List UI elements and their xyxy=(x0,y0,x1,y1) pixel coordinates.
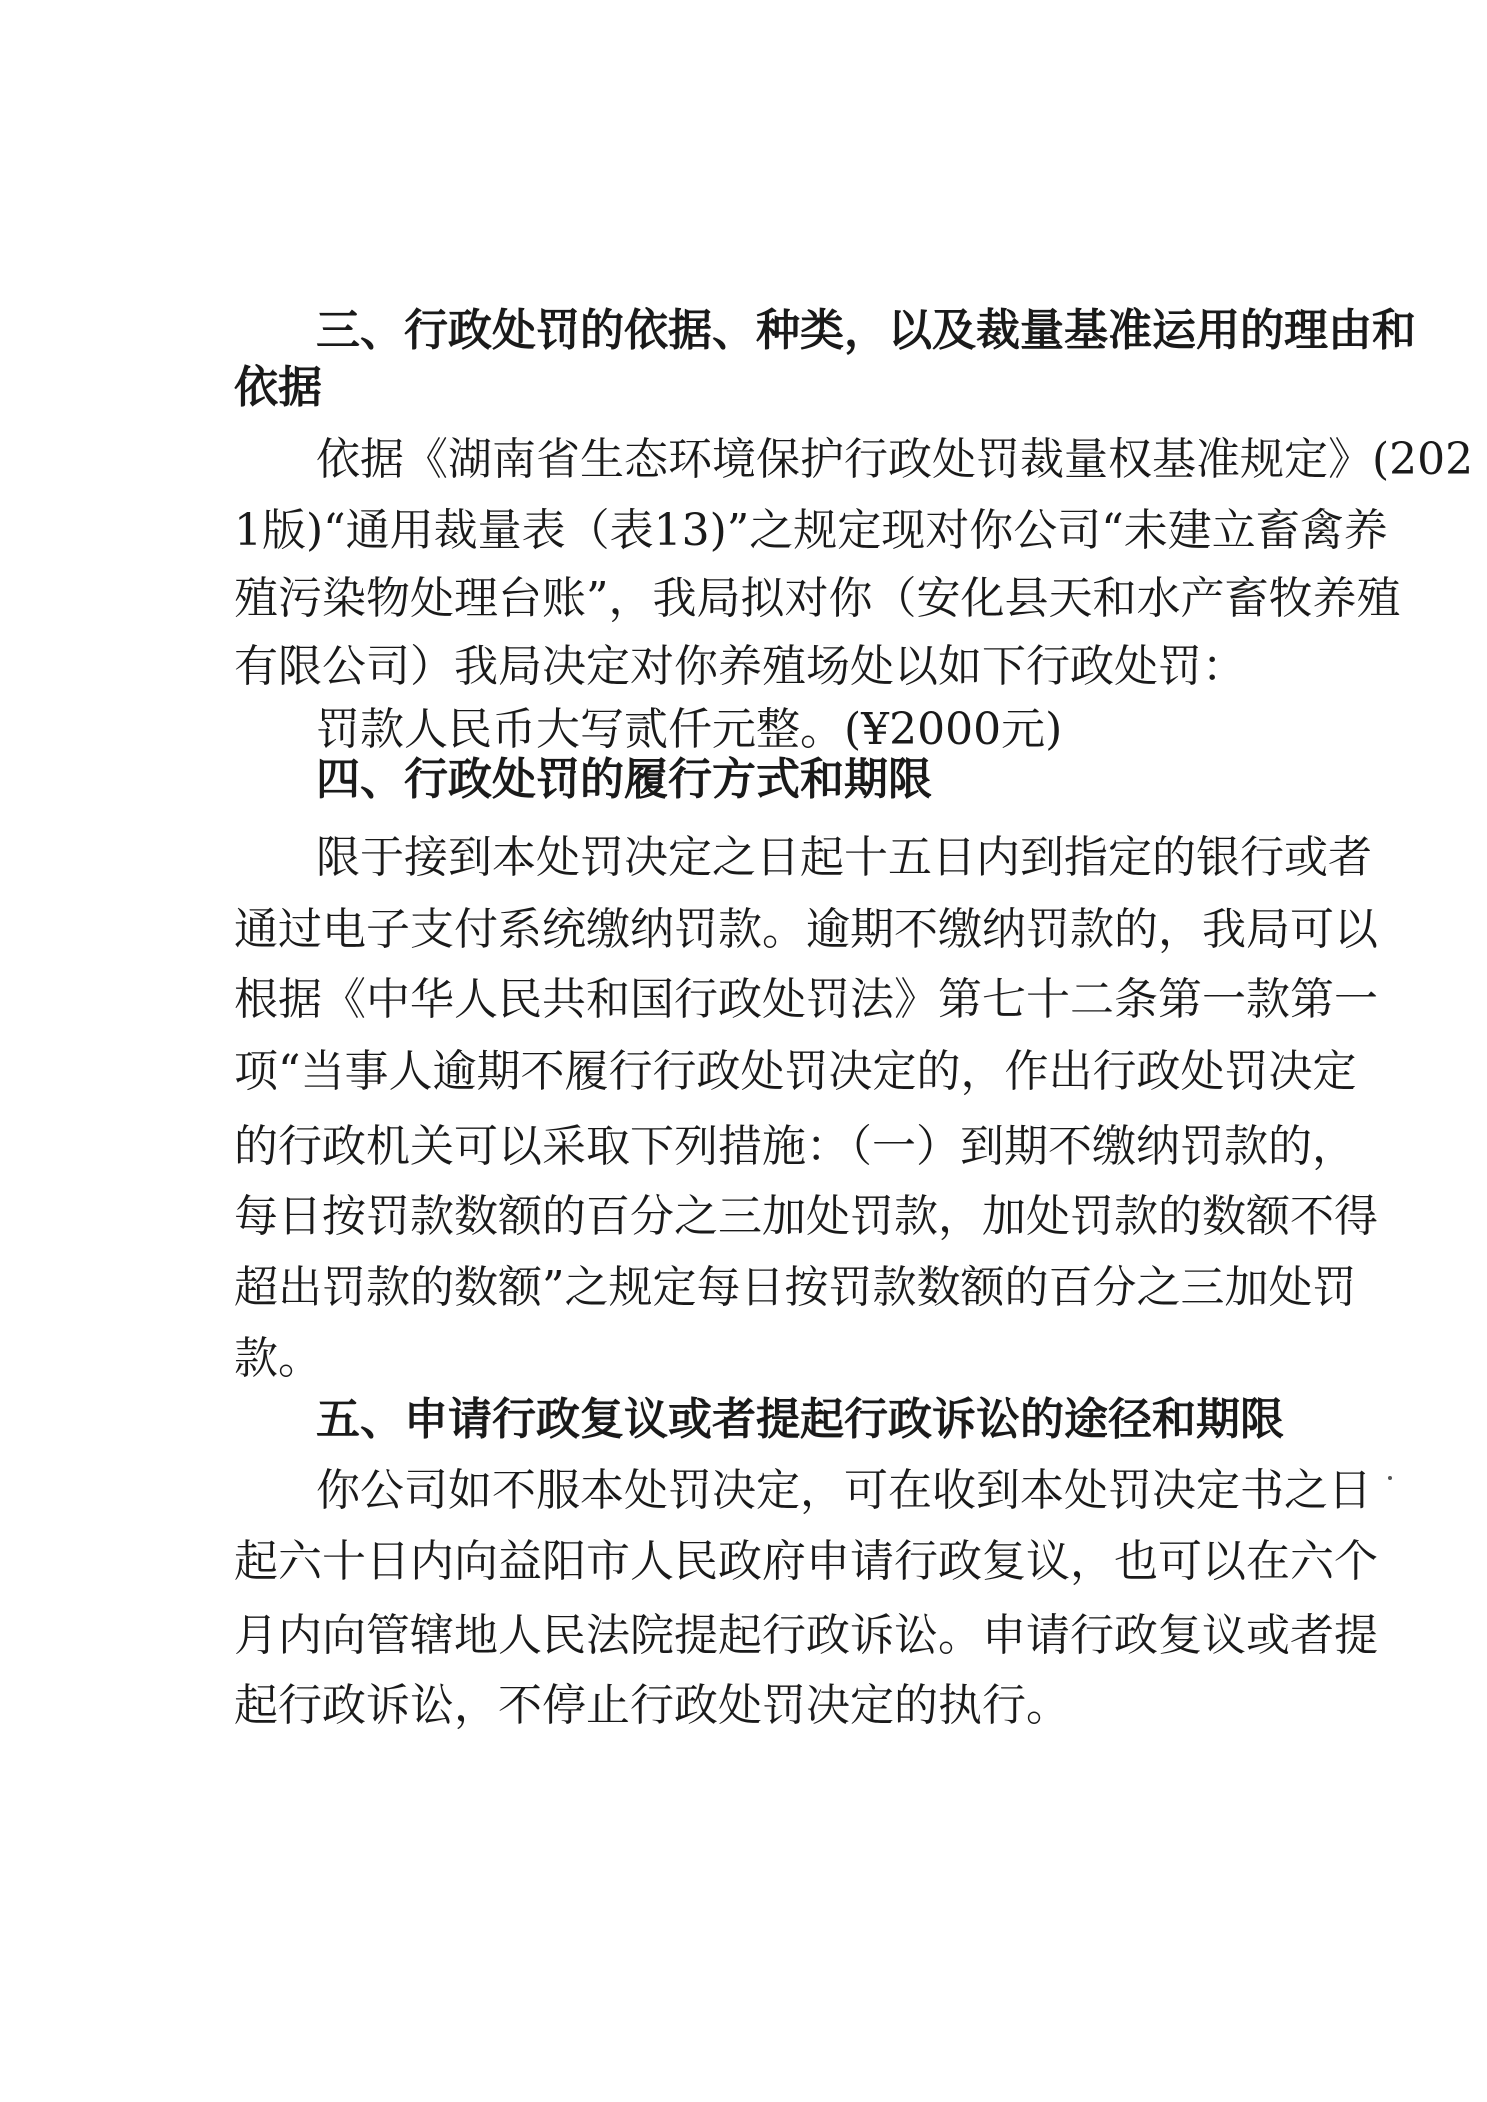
paragraph-line: 款。 xyxy=(234,1333,322,1384)
paragraph-line: 月内向管辖地人民法院提起行政诉讼。申请行政复议或者提 xyxy=(234,1610,1378,1661)
paragraph-line: 通过电子支付系统缴纳罚款。逾期不缴纳罚款的，我局可以 xyxy=(234,904,1378,955)
paragraph-line: 项“当事人逾期不履行行政处罚决定的，作出行政处罚决定 xyxy=(234,1046,1357,1097)
paragraph-line: 你公司如不服本处罚决定，可在收到本处罚决定书之日 xyxy=(316,1465,1372,1516)
penalty-amount: 罚款人民币大写贰仟元整。(¥2000元) xyxy=(316,704,1063,755)
paragraph-line: 的行政机关可以采取下列措施：（一）到期不缴纳罚款的， xyxy=(234,1121,1356,1172)
paragraph-line: 殖污染物处理台账”，我局拟对你（安化县天和水产畜牧养殖 xyxy=(234,573,1401,624)
paragraph-line: 超出罚款的数额”之规定每日按罚款数额的百分之三加处罚 xyxy=(234,1262,1357,1313)
paragraph-line: 根据《中华人民共和国行政处罚法》第七十二条第一款第一 xyxy=(234,974,1378,1025)
paragraph-line: 1版)“通用裁量表（表13)”之规定现对你公司“未建立畜禽养 xyxy=(234,505,1388,556)
section-5-heading: 五、申请行政复议或者提起行政诉讼的途径和期限 xyxy=(316,1394,1284,1445)
paragraph-line: 有限公司）我局决定对你养殖场处以如下行政处罚： xyxy=(234,641,1246,692)
scan-speck xyxy=(1388,1476,1392,1480)
section-3-heading: 三、行政处罚的依据、种类，以及裁量基准运用的理由和 xyxy=(316,305,1416,356)
section-4-heading: 四、行政处罚的履行方式和期限 xyxy=(316,754,932,805)
paragraph-line: 起六十日内向益阳市人民政府申请行政复议，也可以在六个 xyxy=(234,1536,1378,1587)
paragraph-line: 每日按罚款数额的百分之三加处罚款，加处罚款的数额不得 xyxy=(234,1191,1378,1242)
paragraph-line: 限于接到本处罚决定之日起十五日内到指定的银行或者 xyxy=(316,832,1372,883)
section-3-heading-cont: 依据 xyxy=(234,362,322,413)
paragraph-line: 依据《湖南省生态环境保护行政处罚裁量权基准规定》(202 xyxy=(316,434,1474,485)
paragraph-line: 起行政诉讼，不停止行政处罚决定的执行。 xyxy=(234,1680,1070,1731)
